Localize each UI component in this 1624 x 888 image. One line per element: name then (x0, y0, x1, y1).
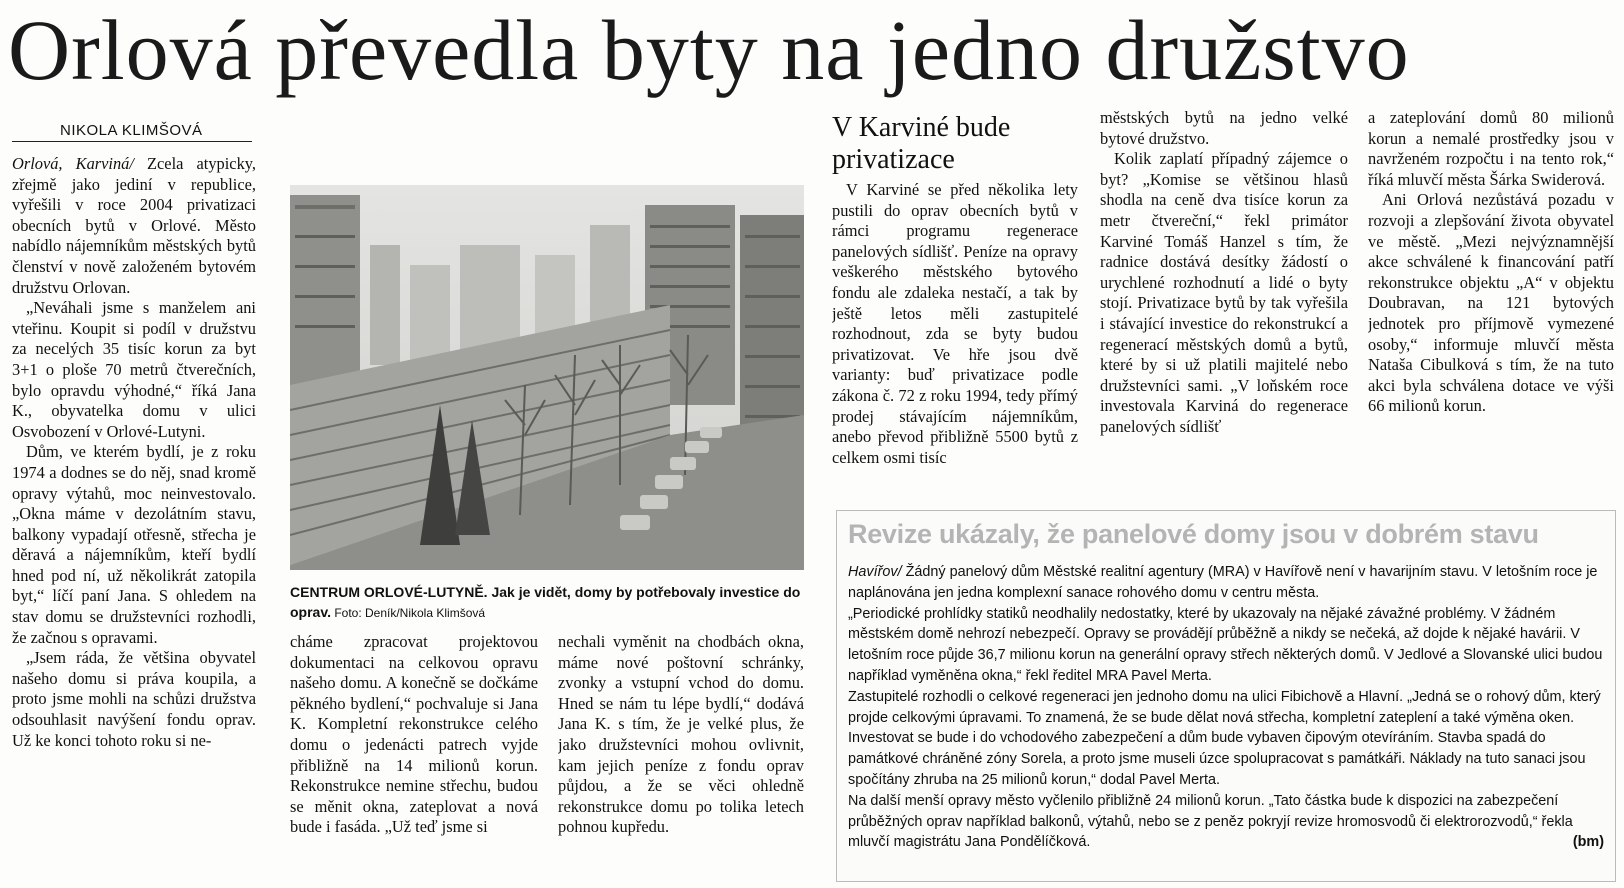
paragraph: Ani Orlová nezůstává pozadu v rozvoji a zlepšování života obyvatel ve městě. „Mezi nejvýznamnější akce schválené k financování patří rekonstrukce objektu „A“ v objektu Doubravan, na 121 bytových jednotek pro příjmově vymezené osoby,“ informuje mluvčí města Nataša Cibulková s tím, že na tuto akci byla schválena dotace ve výši 66 milionů korun. (1368, 190, 1614, 416)
paragraph: „Periodické prohlídky statiků neodhalily nedostatky, které by ukazovaly na nějaké závažné problémy. V žádném městském domě nehrozí nebezpečí. Opravy se provádějí průběžně a nikdy se nečeká, až dojde k nějaké havárii. V letošním roce půjde 36,7 milionu korun na generální opravy střech některých domů. V Jedlové a Slovanské ulici budou například vyměněna okna,“ řekl ředitel MRA Pavel Merta. (848, 605, 1603, 684)
paragraph: nechali vyměnit na chodbách okna, máme nové poštovní schránky, zvonky a vstupní vchod do domu. Hned se nám tu lépe bydlí,“ dodává Jana K. s tím, že je velké plus, že jako družstevníci mohou ovlivnit, kam jejich peníze z fondu oprav půjdou, a že se věci ohledně rekonstrukce domu po tolika letech pohnou kupředu. (558, 632, 804, 837)
photo-housing-estate (290, 185, 804, 570)
photo-credit: Foto: Deník/Nikola Klimšová (330, 606, 486, 620)
byline: NIKOLA KLIMŠOVÁ (12, 122, 252, 142)
box-body (848, 562, 1608, 853)
paragraph: Kolik zaplatí případný zájemce o byt? „Komise se většinou hlasů shodla na ceně dva tisíce korun za metr čtvereční,“ řekl primátor Karviné Tomáš Hanzel s tím, že radnice dostává desítky žádostí o urychlené rozhodnutí a lidé o byty stojí. Privatizace bytů by tak vyřešila i stávající investice do rekonstrukcí a regenerací městských domů a bytů, které by si už platili majitelé nebo družstevníci sami. „V loňském roce investovala Karviná do regenerace panelových sídlišť (1100, 149, 1348, 436)
author-signature: (bm) (1572, 834, 1604, 851)
karvina-column-a (832, 180, 1078, 496)
paragraph (848, 562, 1608, 604)
dateline: Orlová, Karviná/ (12, 154, 134, 173)
article-column-1 (12, 154, 256, 884)
paragraph: Dům, ve kterém bydlí, je z roku 1974 a dodnes se do něj, snad kromě opravy výtahů, moc neinvestovalo. „Okna máme v dezolátním stavu, balkony vypadají otřesně, střecha je děravá a nájemníkům, kteří bydlí hned pod ní, už několikrát zatopila byt,“ líčí paní Jana. S ohledem na stav domu se družstevníci rozhodli, že začnou s opravami. (12, 442, 256, 647)
paragraph: městských bytů na jedno velké bytové družstvo. (1100, 108, 1348, 148)
lead-text: Zcela atypicky, zřejmě jako jediní v republice, vyřešili v roce 2004 privatizaci obecních bytů v Orlové. Město nabídlo nájemníkům městských bytů členství v nově založeném bytovém družstvu Orlovan. (12, 154, 256, 297)
paragraph: „Jsem ráda, že většina obyvatel našeho domu si práva koupila, a proto jsme mohli na schůzi družstva odsouhlasit navýšení fondu oprav. Už ke konci tohoto roku si ne- (12, 648, 256, 750)
dateline: Havířov/ (848, 564, 902, 580)
closing-text: Na další menší opravy město vyčlenilo přibližně 24 milionů korun. „Tato částka bude k dispozici na zabezpečení průběžných oprav například balkonů, výtahů, nebo se z peněz pokryjí revize hromosvodů či elektrorozvodů,“ řekla mluvčí magistrátu Jana Pondělíčková. (848, 792, 1573, 851)
headline: Orlová převedla byty na jedno družstvo (8, 2, 1410, 98)
paragraph: „Neváhali jsme s manželem ani vteřinu. Koupit si podíl v družstvu za necelých 35 tisíc korun za byt 3+1 o ploše 70 metrů čtverečních, bylo opravdu výhodné,“ říká Jana K., obyvatelka domu v ulici Osvobození v Orlové-Lutyni. (12, 298, 256, 441)
paragraph (12, 154, 256, 298)
paragraph: cháme zpracovat projektovou dokumentaci na celkovou opravu našeho domu. A konečně se dočkáme pěkného bydlení,“ pochvaluje si Jana K. Kompletní rekonstrukce celého domu o jedenácti patrech vyjde přibližně na 14 milionů korun. Rekonstrukce nemine střechu, budou se měnit okna, zateplovat a nová bude i fasáda. „Už teď jsme si (290, 632, 538, 837)
lead-text: Žádný panelový dům Městské realitní agentury (MRA) v Havířově není v havarijním stavu. V letošním roce je naplánována jen jedna komplexní sanace rohového domu v centru města. (848, 564, 1598, 601)
photo-caption (290, 582, 802, 623)
paragraph: V Karviné se před několika lety pustili do oprav obecních bytů v rámci programu regenerace panelových sídlišť. Peníze na opravy veškerého městského bytového fondu ale zdaleka nestačí, a tak by ještě letos měli zastupitelé rozhodnout, zda se byty budou privatizovat. Ve hře jsou dvě varianty: buď privatizace podle zákona č. 72 z roku 1994, tedy přímý prodej stávajícím nájemníkům, anebo převod přibližně 5500 bytů z celkem osmi tisíc (832, 180, 1078, 467)
paragraph (848, 791, 1608, 853)
box-title: Revize ukázaly, že panelové domy jsou v dobrém stavu (848, 519, 1539, 549)
article-column-3 (558, 632, 804, 884)
paragraph: Zastupitelé rozhodli o celkové regeneraci jen jednoho domu na ulici Fibichově a Hlavní. „Jedná se o rohový dům, který projde celkovými úpravami. To znamená, že se bude dělat nová střecha, kompletní zateplení a také výměna oken. Investovat se bude i do vchodového zabezpečení a dům bude vybaven čipovým otevíráním. Stavba spadá do památkové chráněné zóny Sorela, a proto jsme museli úzce spolupracovat s památkáři. Náklady na tuto sanaci jsou spočítány zhruba na 25 milionů korun,“ dodal Pavel Merta. (848, 688, 1601, 788)
karvina-column-c (1368, 108, 1614, 496)
photo-image (290, 185, 804, 570)
paragraph: a zateplování domů 80 milionů korun a nemalé prostředky jsou v navrženém rozpočtu i na tento rok,“ říká mluvčí města Šárka Swiderová. (1368, 108, 1614, 189)
karvina-column-b (1100, 108, 1348, 496)
caption-label: CENTRUM ORLOVÉ-LUTYNĚ. Jak je vidět, domy by potřebovaly investice do oprav. (290, 584, 801, 620)
section-subhead: V Karviné bude privatizace (832, 112, 1011, 175)
article-column-2 (290, 632, 538, 884)
